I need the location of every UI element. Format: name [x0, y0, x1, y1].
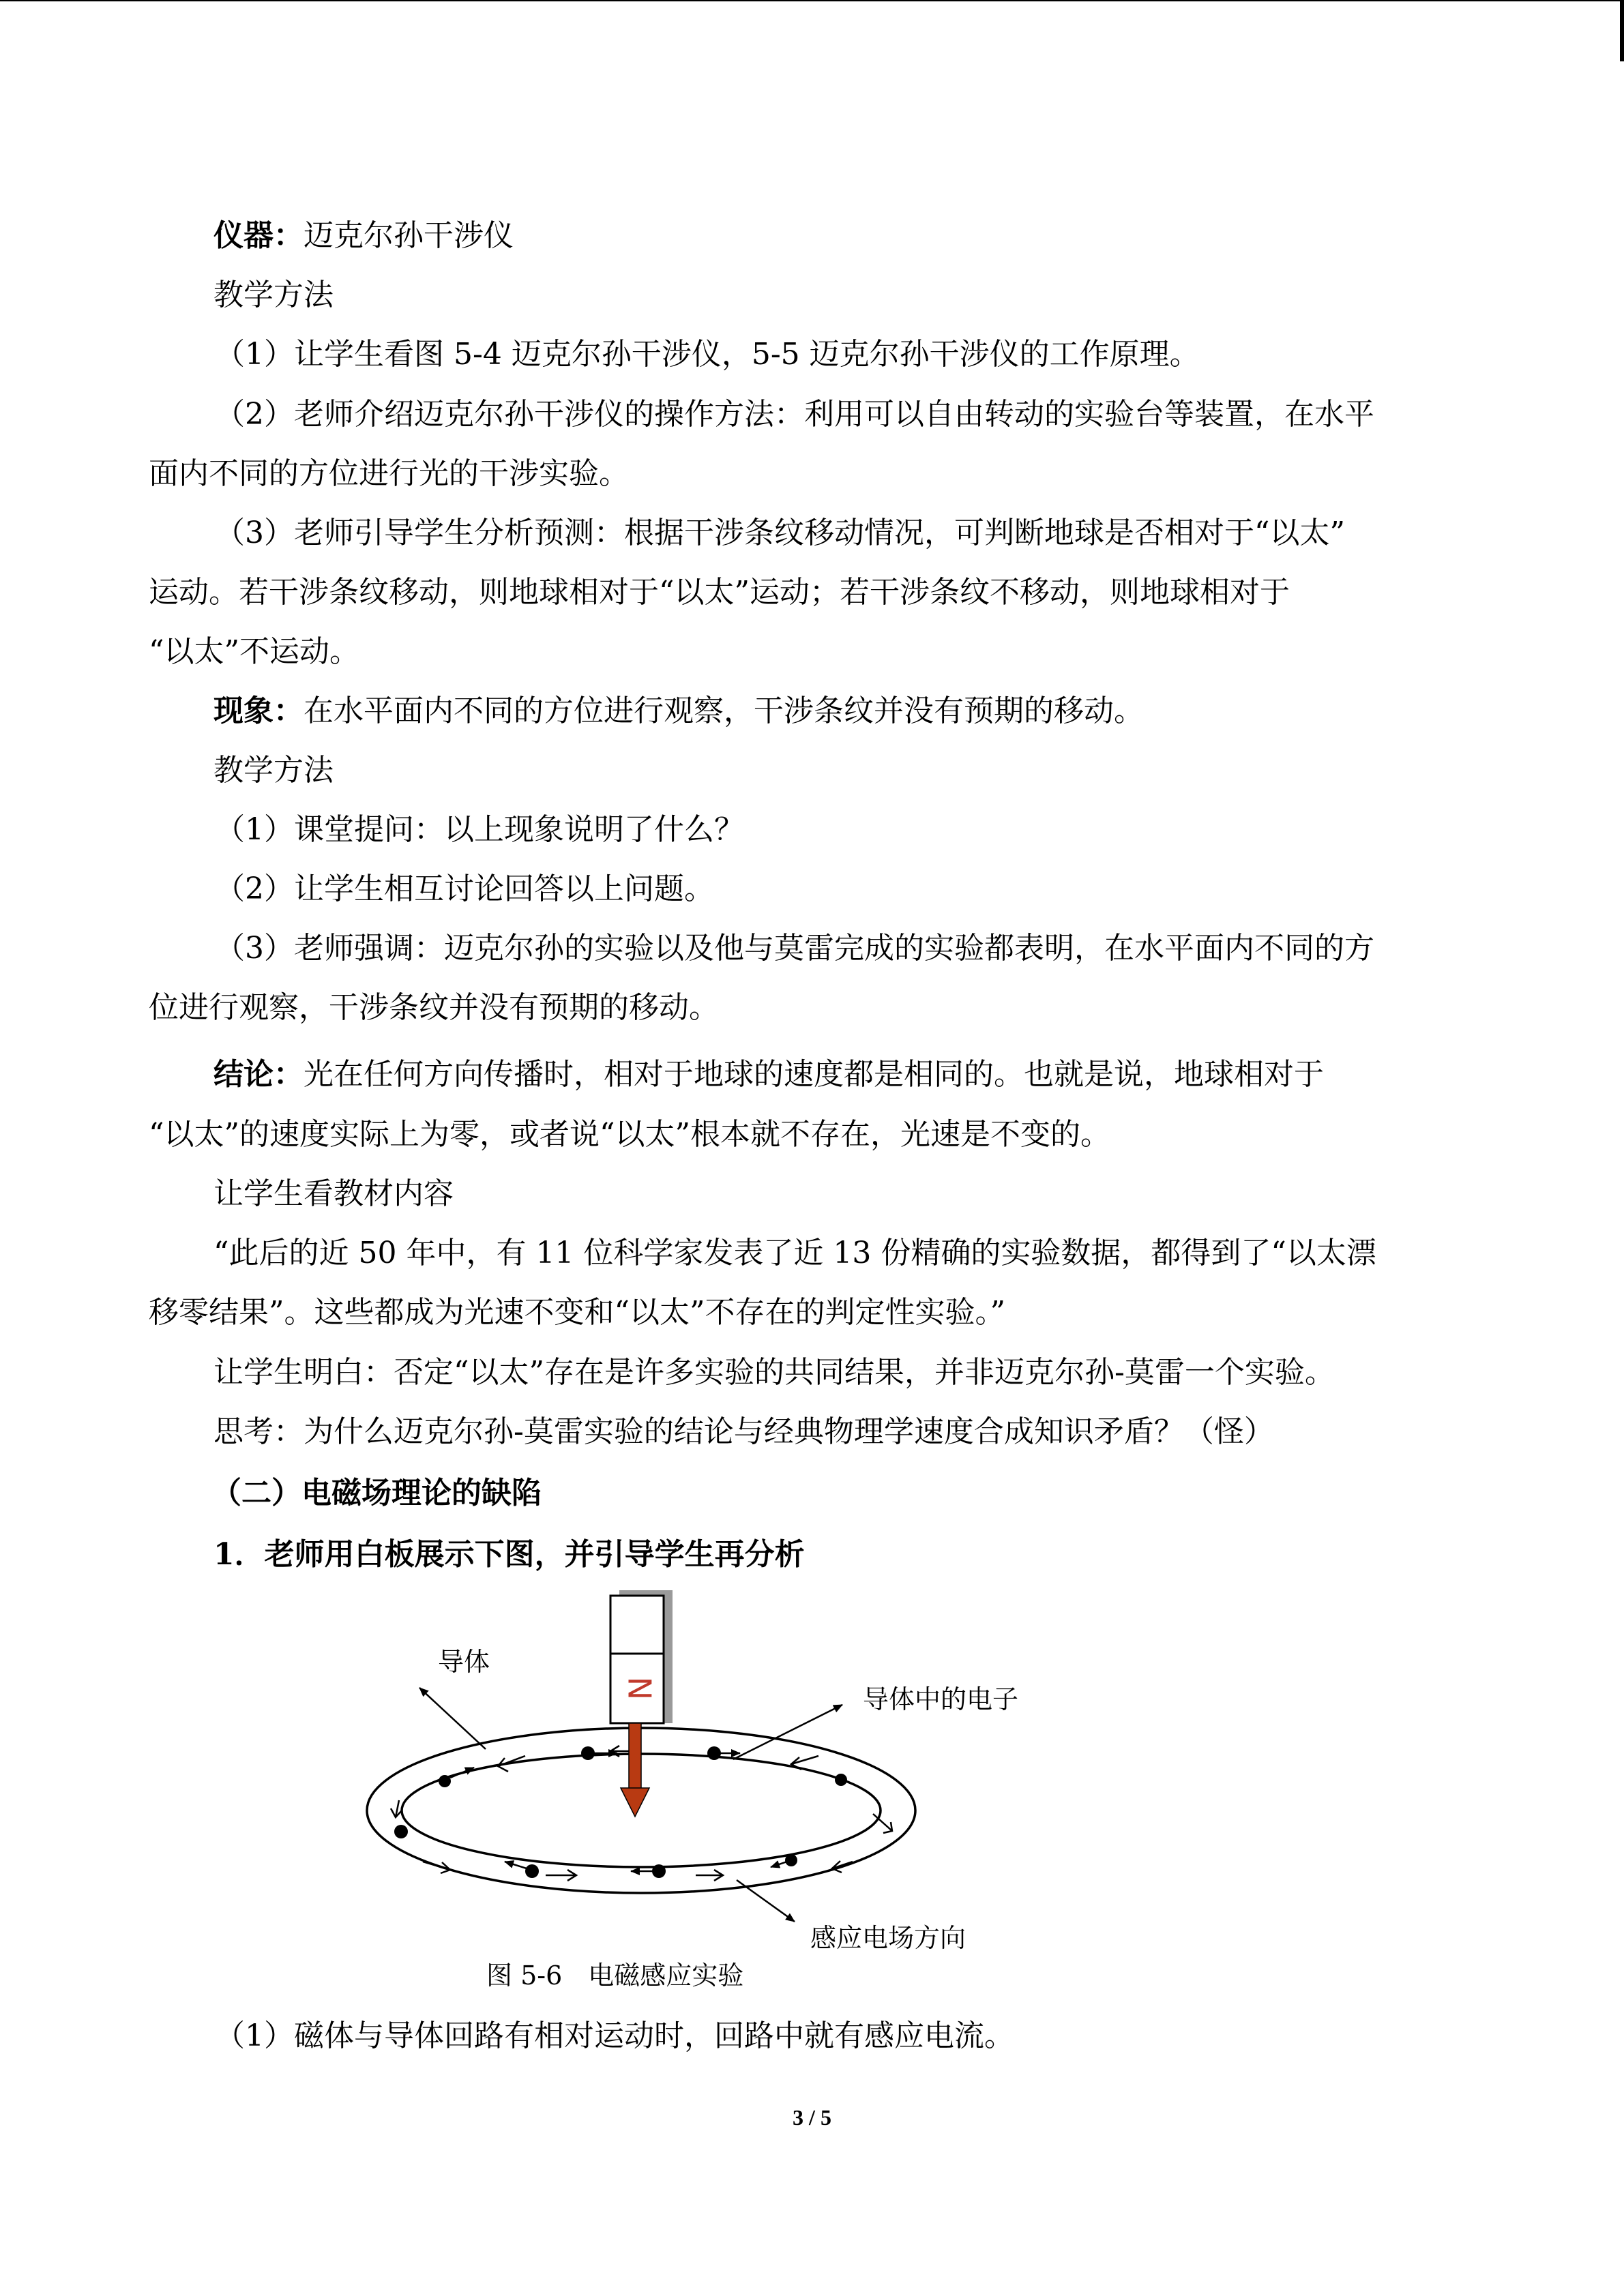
step-heading: 1．老师用白板展示下图，并引导学生再分析 — [213, 1537, 805, 1572]
method1-item-2b: 面内不同的方位进行光的干涉实验。 — [149, 456, 629, 491]
electron-pointer — [733, 1705, 842, 1759]
figure-caption: 图 5-6 电磁感应实验 — [486, 1960, 744, 1991]
motion-arrow — [621, 1723, 649, 1817]
electron-dot — [394, 1825, 408, 1838]
electron-dot — [525, 1864, 539, 1878]
method1-item-3b: 运动。若干涉条纹移动，则地球相对于“以太”运动；若干涉条纹不移动，则地球相对于 — [149, 575, 1290, 610]
magnet-body-top — [610, 1596, 664, 1654]
field-arrow — [391, 1800, 402, 1817]
phenomenon-label: 现象： — [213, 694, 304, 728]
think-line: 思考：为什么迈克尔孙-莫雷实验的结论与经典物理学速度合成知识矛盾？（怪） — [213, 1414, 1274, 1449]
label-electrons: 导体中的电子 — [863, 1684, 1019, 1714]
method1-item-3a: （3）老师引导学生分析预测：根据干涉条纹移动情况，可判断地球是否相对于“以太” — [215, 516, 1345, 550]
method1-item-3c: “以太”不运动。 — [149, 634, 359, 669]
electron-dot — [652, 1864, 666, 1878]
phenomenon-text: 在水平面内不同的方位进行观察，干涉条纹并没有预期的移动。 — [304, 694, 1144, 728]
electron-dot — [835, 1774, 847, 1786]
electron-dot — [581, 1746, 595, 1760]
method1-item-2a: （2）老师介绍迈克尔孙干涉仪的操作方法：利用可以自由转动的实验台等装置，在水平 — [215, 397, 1374, 432]
method2-title: 教学方法 — [213, 753, 334, 788]
label-conductor: 导体 — [438, 1647, 490, 1677]
motion-arrow-head — [621, 1788, 649, 1817]
understand-line: 让学生明白：否定“以太”存在是许多实验的共同结果，并非迈克尔孙-莫雷一个实验。 — [213, 1355, 1335, 1390]
field-pointer — [737, 1880, 795, 1922]
conductor-pointer — [419, 1688, 486, 1749]
method2-item-1: （1）课堂提问：以上现象说明了什么？ — [215, 812, 744, 847]
method2-item-2: （2）让学生相互讨论回答以上问题。 — [215, 871, 714, 906]
electron-arrow — [450, 1768, 474, 1778]
textbook-quote-a: “此后的近 50 年中，有 11 位科学家发表了近 13 份精确的实验数据，都得到了“以太漂 — [213, 1236, 1376, 1270]
electron-dot — [439, 1775, 451, 1787]
magnet-pole-label: N — [621, 1676, 658, 1701]
electrons — [394, 1746, 847, 1878]
conclusion-text-a: 光在任何方向传播时，相对于地球的速度都是相同的。也就是说，地球相对于 — [304, 1057, 1324, 1092]
last-line: （1）磁体与导体回路有相对运动时，回路中就有感应电流。 — [215, 2018, 1014, 2053]
label-field-direction: 感应电场方向 — [810, 1923, 966, 1953]
page-number: 3 / 5 — [793, 2105, 831, 2130]
field-arrow — [546, 1870, 576, 1881]
motion-arrow-shaft — [629, 1723, 641, 1791]
field-arrow — [696, 1870, 723, 1881]
method1-title: 教学方法 — [213, 278, 334, 312]
method1-item-1: （1）让学生看图 5-4 迈克尔孙干涉仪，5-5 迈克尔孙干涉仪的工作原理。 — [215, 337, 1200, 372]
textbook-quote-b: 移零结果”。这些都成为光速不变和“以太”不存在的判定性实验。” — [149, 1295, 1005, 1330]
conclusion-label: 结论： — [213, 1057, 304, 1092]
electron-arrow — [505, 1862, 527, 1868]
section-heading: （二）电磁场理论的缺陷 — [211, 1476, 542, 1510]
textbook-intro: 让学生看教材内容 — [213, 1176, 454, 1211]
bar-magnet — [610, 1590, 673, 1723]
method2-item-3b: 位进行观察，干涉条纹并没有预期的移动。 — [149, 990, 719, 1025]
instrument-label: 仪器： — [213, 218, 304, 253]
method2-item-3a: （3）老师强调：迈克尔孙的实验以及他与莫雷完成的实验都表明，在水平面内不同的方 — [215, 931, 1374, 966]
field-arrow — [873, 1814, 892, 1833]
instrument-text: 迈克尔孙干涉仪 — [304, 218, 514, 253]
electron-dot — [707, 1746, 721, 1760]
conclusion-text-b: “以太”的速度实际上为零，或者说“以太”根本就不存在，光速是不变的。 — [149, 1117, 1110, 1152]
